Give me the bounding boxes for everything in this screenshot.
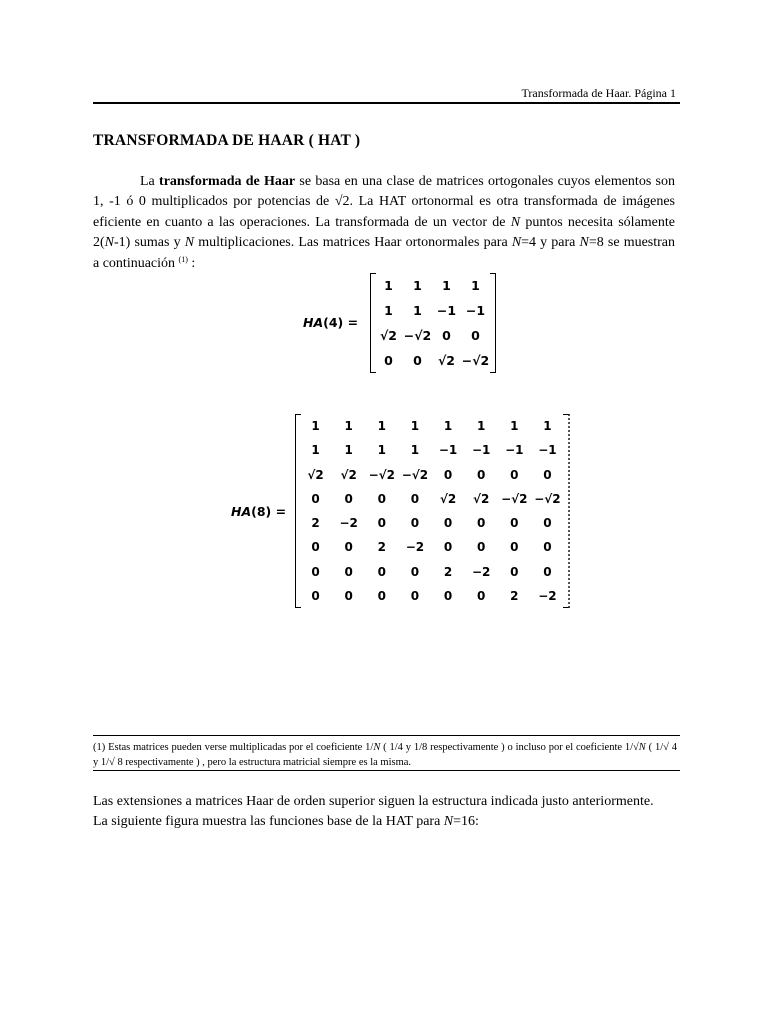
matrix-cell: 2 [311,516,320,531]
matrix-cell: 0 [377,491,386,506]
intro-text: se basa en una clase de matrices ortogonales cuyos elementos son 1, -1 ó 0 multiplicados por potencias de [93,174,675,210]
matrix-cell: 0 [344,564,353,579]
intro-text: -1) sumas y [114,235,185,251]
closing-line-1: Las extensiones a matrices Haar de orden superior siguen la estructura indicada justo anteriormente. [93,794,654,809]
matrix-cell: 0 [477,516,486,531]
matrix-cell: 1 [344,443,353,458]
intro-text: 2. La HAT ortonormal es otra transformada de imágenes eficiente en cuanto a las operaciones. La transformada de un vector de [93,194,675,230]
matrix-cell: 0 [410,516,420,531]
matrix-cell: 1 [413,303,422,318]
matrix-cell: 0 [410,564,420,579]
matrix-cell: 0 [311,564,320,579]
intro-text: =8 se muestran a continuación [93,235,676,271]
matrix-cell: −2 [405,540,425,555]
matrix-cell: −1 [505,443,524,458]
intro-text: puntos necesita sólamente 2( [93,214,675,251]
matrix8-label-eq: = [271,504,287,519]
closing-paragraph [93,792,683,832]
matrix-cell: √2 [379,328,398,343]
matrix-cell: 1 [442,278,451,293]
matrix-ha8 [295,414,570,608]
matrix-cell: 0 [477,540,486,555]
sqrt-symbol: √ [109,757,115,768]
matrix-cell: −√2 [403,328,432,343]
matrix-cell: 0 [344,540,353,555]
matrix-cell: 0 [442,328,451,343]
matrix-cell: 0 [344,491,353,506]
matrix-cell: −1 [438,443,458,458]
footnote [93,740,677,770]
footnote-rule-bottom [93,770,680,771]
matrix-cell: 1 [377,443,386,458]
matrix-ha4 [370,273,496,373]
matrix-cell: 0 [413,353,422,368]
matrix-cell: 1 [413,278,422,293]
matrix-cell: 2 [510,588,519,603]
matrix-cell: 1 [477,419,486,434]
var-n: N [373,742,381,753]
matrix-cell: 0 [477,467,486,482]
matrix-cell: −√2 [368,467,396,482]
matrix-cell: 0 [311,491,320,506]
matrix-cell: −√2 [401,467,429,482]
matrix-cell: √2 [473,491,490,506]
matrix-cell: 0 [443,540,453,555]
matrix-cell: −1 [465,303,486,318]
header-rule [93,102,680,104]
matrix-cell: 0 [443,467,453,482]
page-header: Transformada de Haar. Página 1 [521,86,676,100]
intro-term: transformada de Haar [159,174,296,189]
matrix-cell: 0 [377,516,386,531]
matrix-cell: 2 [443,564,453,579]
matrix-cell: 0 [543,564,552,579]
matrix-cell: 0 [377,588,386,603]
matrix8-grid [295,414,570,608]
matrix-cell: −√2 [461,353,490,368]
matrix-cell: 1 [471,278,480,293]
matrix-cell: 2 [377,540,386,555]
matrix-cell: −1 [538,443,557,458]
matrix-cell: 0 [543,516,552,531]
matrix-cell: 1 [344,419,353,434]
matrix8-label-arg: (8) [251,504,272,519]
matrix-cell: 1 [443,419,453,434]
matrix-cell: 1 [311,419,320,434]
var-n: N [184,235,195,251]
var-n: N [511,235,522,251]
var-n: N [579,235,589,251]
intro-text: multiplicaciones. Las matrices Haar ortonormales para [194,235,512,251]
footnote-text: 8 respectivamente ) , pero la estructura matricial siempre es la misma. [114,757,412,768]
matrix-cell: 0 [543,540,552,555]
intro-paragraph [93,172,675,274]
matrix-cell: √2 [307,467,324,482]
matrix8-label-name: HA [231,504,252,519]
matrix-cell: 1 [311,443,320,458]
matrix-cell: −√2 [534,491,561,506]
matrix-cell: 0 [311,588,320,603]
matrix4-label [303,315,358,330]
sqrt-symbol: √ [663,742,669,753]
matrix-cell: 1 [384,303,393,318]
matrix-cell: 1 [543,419,552,434]
matrix-cell: 0 [311,540,320,555]
footnote-text: ( 1/4 y 1/8 respectivamente ) o incluso por el coeficiente 1/ [380,742,634,753]
sqrt-symbol: √ [633,742,639,753]
matrix-cell: √2 [340,467,357,482]
matrix4-grid [370,273,496,373]
matrix-cell: 1 [377,419,386,434]
matrix-cell: 0 [510,516,519,531]
footnote-ref[interactable]: (1) [178,254,188,264]
matrix-cell: 0 [443,516,453,531]
var-n: N [510,214,521,230]
sqrt-symbol: √ [334,194,343,210]
intro-text: =4 y para [521,235,580,251]
matrix-cell: 0 [543,467,552,482]
matrix-cell: √2 [439,491,457,506]
matrix-cell: 1 [510,419,519,434]
matrix-cell: −2 [471,564,491,579]
matrix-cell: 0 [443,588,453,603]
matrix-cell: 0 [471,328,480,343]
matrix-cell: −1 [436,303,457,318]
matrix-cell: 0 [510,540,519,555]
footnote-text: (1) Estas matrices pueden verse multiplicadas por el coeficiente 1/ [93,742,374,753]
matrix-cell: 1 [410,443,420,458]
matrix-cell: 0 [384,353,393,368]
matrix-cell: 0 [344,588,353,603]
closing-line-2 [93,812,683,832]
intro-text: La [140,174,160,189]
matrix-cell: −1 [471,443,491,458]
matrix-cell: 0 [410,491,420,506]
matrix-cell: −2 [538,588,557,603]
intro-text: : [187,255,196,271]
footnote-text: ( 1/ [645,742,664,753]
matrix-cell: −√2 [501,491,528,506]
footnote-rule-top [93,735,680,736]
matrix-cell: 1 [410,419,420,434]
matrix-cell: 0 [410,588,420,603]
matrix-cell: 0 [477,588,486,603]
footnote-text: 4 y 1/ [93,742,678,768]
matrix8-label [231,504,286,519]
matrix-cell: 0 [510,564,519,579]
matrix4-label-arg: (4) [323,315,344,330]
matrix-cell: 0 [510,467,519,482]
var-n: N [638,742,646,753]
matrix-cell: 1 [384,278,393,293]
closing-text: =16: [453,814,479,829]
matrix-cell: √2 [437,353,456,368]
matrix-cell: 0 [377,564,386,579]
matrix-cell: −2 [339,516,358,531]
closing-text: La siguiente figura muestra las funciones base de la HAT para [93,814,444,829]
section-title: TRANSFORMADA DE HAAR ( HAT ) [93,132,361,149]
var-n: N [443,814,454,829]
matrix4-label-name: HA [303,315,324,330]
var-n: N [104,235,115,251]
matrix4-label-eq: = [343,315,359,330]
